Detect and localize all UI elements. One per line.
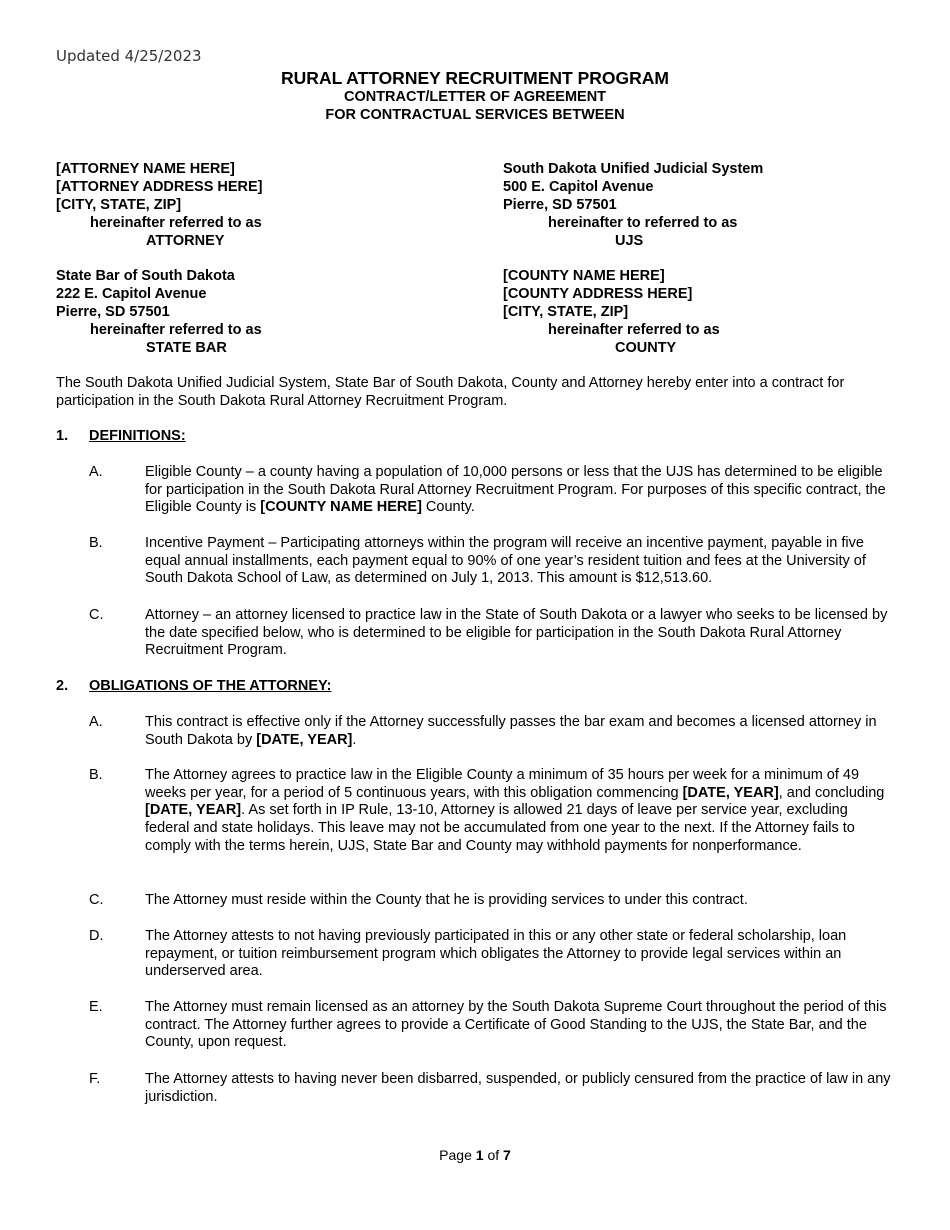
party-short-name: STATE BAR (146, 340, 227, 356)
item-text: The Attorney attests to not having previously participated in this or any other state or federal scholarship, loan repayment, or tuition reimbursement program which obligates the Attorney to provide legal services within an underserved area. (145, 928, 847, 980)
obligation-practice-hours (56, 767, 896, 856)
party-line: [CITY, STATE, ZIP] (56, 197, 182, 213)
section-heading: OBLIGATIONS OF THE ATTORNEY: (89, 678, 332, 694)
obligation-no-discipline (56, 1071, 896, 1106)
item-text: Eligible County – a county having a population of 10,000 persons or less that the UJS has determined to be eligible for participation in the South Dakota Rural Attorney Recruitment Program. For purposes of this specific contract, the Eligible County is [COUNTY NAME HERE] County. (145, 464, 886, 516)
party-line: [ATTORNEY NAME HERE] (56, 161, 235, 177)
party-line: Pierre, SD 57501 (503, 197, 617, 213)
party-line: 500 E. Capitol Avenue (503, 179, 654, 195)
section-heading: DEFINITIONS: (89, 428, 186, 444)
party-short-name: ATTORNEY (146, 233, 225, 249)
section-definitions (56, 428, 186, 444)
program-title: RURAL ATTORNEY RECRUITMENT PROGRAM (281, 68, 669, 88)
item-letter: B. (89, 767, 103, 783)
party-ref: hereinafter referred to as (548, 322, 720, 338)
definition-attorney (56, 607, 896, 660)
party-short-name: COUNTY (615, 340, 677, 356)
item-text: Attorney – an attorney licensed to practice law in the State of South Dakota or a lawyer who seeks to be licensed by the date specified below, who is determined to be eligible for participation in the South Dakota Rural Attorney Recruitment Program. (145, 607, 888, 659)
party-line: [CITY, STATE, ZIP] (503, 304, 629, 320)
party-ref: hereinafter referred to as (90, 322, 262, 338)
party-line: 222 E. Capitol Avenue (56, 286, 207, 302)
party-attorney (56, 160, 263, 250)
definition-incentive-payment (56, 535, 896, 588)
item-letter: A. (89, 714, 103, 730)
section-number: 1. (56, 428, 69, 444)
page-number: Page 1 of 7 (439, 1147, 511, 1163)
item-text: The Attorney must remain licensed as an attorney by the South Dakota Supreme Court throughout the period of this contract. The Attorney further agrees to provide a Certificate of Good Standing to the UJS, the State Bar, and the County, upon request. (145, 999, 887, 1051)
party-county (503, 267, 720, 357)
item-text: This contract is effective only if the Attorney successfully passes the bar exam and becomes a licensed attorney in South Dakota by [DATE, YEAR]. (145, 714, 877, 748)
item-letter: C. (89, 892, 104, 908)
updated-date: Updated 4/25/2023 (56, 47, 202, 65)
item-text: The Attorney must reside within the County that he is providing services to under this contract. (145, 892, 748, 908)
party-ref: hereinafter to referred to as (548, 215, 738, 231)
obligation-residence (56, 892, 896, 910)
definition-eligible-county (56, 464, 896, 517)
document-title-block (0, 68, 950, 124)
party-ujs (503, 160, 763, 250)
party-line: State Bar of South Dakota (56, 268, 235, 284)
party-line: Pierre, SD 57501 (56, 304, 170, 320)
item-letter: E. (89, 999, 103, 1015)
item-letter: C. (89, 607, 104, 623)
party-line: [COUNTY NAME HERE] (503, 268, 665, 284)
obligation-no-prior-program (56, 928, 896, 981)
obligation-licensed (56, 999, 896, 1052)
party-line: [COUNTY ADDRESS HERE] (503, 286, 693, 302)
item-letter: D. (89, 928, 104, 944)
contract-subtitle: CONTRACT/LETTER OF AGREEMENT (343, 89, 607, 105)
section-number: 2. (56, 678, 69, 694)
contract-subtitle-2: FOR CONTRACTUAL SERVICES BETWEEN (325, 107, 625, 123)
party-short-name: UJS (615, 233, 644, 249)
party-state-bar (56, 267, 262, 357)
section-obligations (56, 678, 331, 694)
party-line: [ATTORNEY ADDRESS HERE] (56, 179, 263, 195)
item-letter: F. (89, 1071, 101, 1087)
intro-paragraph: The South Dakota Unified Judicial System, State Bar of South Dakota, County and Attorney hereby enter into a contract for participation in the South Dakota Rural Attorney Recruitment Program. (56, 375, 845, 409)
item-text: Incentive Payment – Participating attorneys within the program will receive an incentive payment, payable in five equal annual installments, each payment equal to 90% of one year’s resident tuition and fees at the University of South Dakota School of Law, as determined on July 1, 2013. This amount is $12,513.60. (145, 535, 866, 587)
party-line: South Dakota Unified Judicial System (503, 161, 764, 177)
party-ref: hereinafter referred to as (90, 215, 262, 231)
item-letter: A. (89, 464, 103, 480)
obligation-bar-exam (56, 714, 896, 749)
item-letter: B. (89, 535, 103, 551)
item-text: The Attorney attests to having never been disbarred, suspended, or publicly censured from the practice of law in any jurisdiction. (145, 1071, 891, 1105)
item-text: The Attorney agrees to practice law in the Eligible County a minimum of 35 hours per week for a minimum of 49 weeks per year, for a period of 5 continuous years, with this obligation commencing [DATE, YEAR], and concluding [DATE, YEAR]. As set forth in IP Rule, 13-10, Attorney is allowed 21 days of leave per service year, excluding federal and state holidays. This leave may not be accumulated from one year to the next. If the Attorney fails to comply with the terms herein, UJS, State Bar and County may withhold payments for nonperformance. (145, 767, 885, 854)
